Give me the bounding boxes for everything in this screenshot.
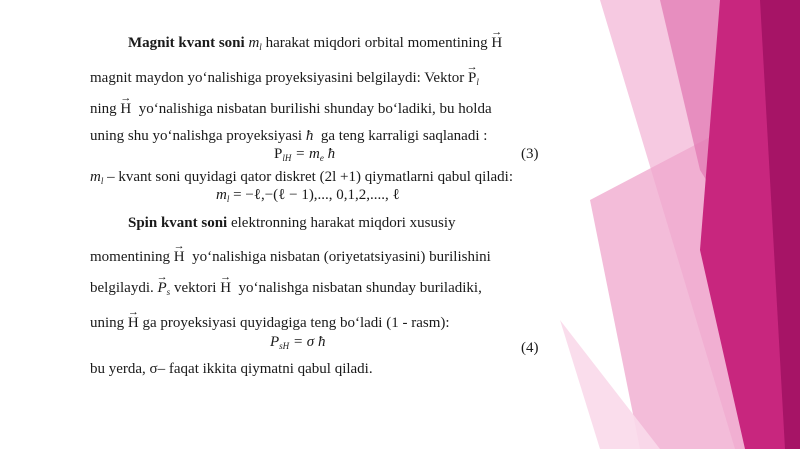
- p1-line3: [90, 100, 492, 118]
- p1-line4: [90, 127, 487, 145]
- p3-line4-b: ga proyeksiyasi quyidagiga teng bo‘ladi (1 - rasm):: [142, 315, 450, 331]
- p3-vector-p-sub: s: [166, 287, 171, 297]
- p3-vector-p: → P: [158, 279, 167, 297]
- p3-title: Spin kvant soni: [128, 215, 228, 231]
- eq4-lhs-sub: sH: [279, 341, 290, 351]
- p4-text: bu yerda, σ– faqat ikkita qiymatni qabul qiladi.: [90, 361, 373, 377]
- p3-line3-a: belgilaydi.: [90, 280, 154, 296]
- p3-vector-h: → H: [174, 248, 185, 266]
- p4-line: [90, 360, 373, 378]
- p3-line3-b: vektori: [173, 280, 217, 296]
- p1-line1-text: harakat miqdori orbital momentining: [265, 35, 488, 51]
- p3-line3: [90, 279, 482, 301]
- p3-line3-vector-h: → H: [220, 279, 231, 297]
- p3-line4: [90, 314, 450, 332]
- p1-hbar: ħ: [305, 128, 314, 144]
- eq3-rhs-end: ħ: [327, 146, 336, 162]
- eq3-rhs: = m: [295, 146, 320, 162]
- p1-symbol: m: [248, 35, 260, 51]
- p1-line2-text: magnit maydon yo‘nalishiga proyeksiyasini belgilaydi: Vektor: [90, 70, 465, 86]
- p3-line1-text: elektronning harakat miqdori xususiy: [230, 215, 456, 231]
- eq4-lhs: P: [270, 334, 280, 350]
- p1-line1: [128, 34, 502, 56]
- p3-line2-b: yo‘nalishiga nisbatan (oriyetatsiyasini) burilishini: [192, 249, 491, 265]
- p3-line4-vector-h: → H: [128, 314, 139, 332]
- p1-title: Magnit kvant soni: [128, 35, 245, 51]
- p2-text: – kvant soni quyidagi qator diskret (2l +1) qiymatlarni qabul qiladi:: [107, 169, 513, 185]
- eq3-lhs: P: [274, 146, 283, 162]
- eq-ml-rhs: = −ℓ,−(ℓ − 1),..., 0,1,2,...., ℓ: [233, 187, 400, 203]
- p1-vector-h: → H: [491, 34, 502, 52]
- eq3-lhs-sub: lH: [282, 153, 292, 163]
- p2-symbol-sub: l: [100, 176, 104, 186]
- p1-line3-a: ning: [90, 101, 117, 117]
- p2-symbol: m: [90, 169, 101, 185]
- eq-ml-lhs-sub: l: [226, 194, 230, 204]
- p3-line4-a: uning: [90, 315, 125, 331]
- eq3-rhs-sub: e: [319, 153, 324, 163]
- p1-line3-b: yo‘nalishiga nisbatan burilishi shunday bo‘ladiki, bu holda: [138, 101, 492, 117]
- p3-line2: [90, 248, 491, 266]
- p1-line4-a: uning shu yo‘nalishga proyeksiyasi: [90, 128, 303, 144]
- equation-4: [270, 334, 325, 351]
- equation-3: [274, 146, 335, 163]
- p3-line1: [128, 214, 456, 232]
- eq-ml-lhs: m: [216, 187, 227, 203]
- equation-ml: [216, 187, 400, 204]
- p1-vector-p-sub: l: [476, 77, 479, 87]
- p1-vector-p: → P: [468, 69, 476, 87]
- p1-line4-b: ga teng karraligi saqlanadi :: [320, 128, 488, 144]
- p3-line3-c: yo‘nalishga nisbatan shunday buriladiki,: [238, 280, 482, 296]
- equation-3-number: (3): [521, 146, 539, 162]
- p3-line2-a: momentining: [90, 249, 170, 265]
- p1-line2: [90, 69, 479, 91]
- p1-symbol-sub: l: [259, 42, 262, 52]
- p1-line3-vector-h: → H: [120, 100, 131, 118]
- equation-4-number: (4): [521, 340, 539, 356]
- eq4-rhs: = σ ħ: [292, 334, 326, 350]
